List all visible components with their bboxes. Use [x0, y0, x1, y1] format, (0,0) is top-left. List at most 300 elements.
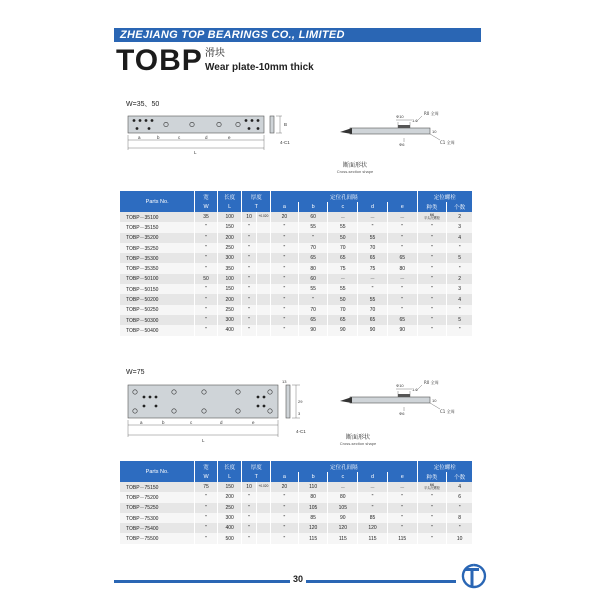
table-cell: －	[328, 482, 358, 492]
table-cell: 3	[447, 284, 473, 294]
table-cell: 65	[328, 315, 358, 325]
table-cell: "	[271, 284, 299, 294]
table-cell: +0.020	[256, 482, 270, 492]
cs2-depth: 1.6	[412, 387, 418, 392]
table-cell: －	[387, 274, 417, 284]
table-cell	[256, 513, 270, 523]
dim-chamfer: 4-C1	[280, 140, 290, 145]
header2-L: L	[217, 472, 242, 482]
dim2-c: c	[190, 420, 193, 425]
table-cell: 350	[217, 263, 242, 273]
table-cell: "	[271, 253, 299, 263]
table-1-body	[120, 212, 473, 336]
table-cell: 80	[298, 263, 328, 273]
header2-W: W	[195, 472, 218, 482]
table-cell: 85	[358, 513, 388, 523]
table-cell: 115	[358, 533, 388, 543]
table-cell: 110	[298, 482, 328, 492]
table-cell: 150	[217, 482, 242, 492]
table-cell: "	[195, 325, 218, 335]
dim-d: d	[205, 135, 208, 140]
table-cell: 65	[358, 253, 388, 263]
header2-T: T	[242, 472, 271, 482]
table-cell: 60	[298, 274, 328, 284]
table-cell	[256, 222, 270, 232]
table-cell: +0.020	[256, 212, 270, 222]
header2-parts-no: Parts No.	[120, 461, 195, 482]
table-cell: "	[417, 233, 447, 243]
table-cell: "	[387, 233, 417, 243]
table-cell: 65	[328, 253, 358, 263]
part-number-cell: TOBP－50400	[120, 325, 195, 335]
table-cell: 3	[447, 222, 473, 232]
table-cell: "	[195, 294, 218, 304]
part-number-cell: TOBP－50300	[120, 315, 195, 325]
header2-c: c	[328, 472, 358, 482]
header-e: e	[387, 202, 417, 212]
section1-cross-section	[340, 108, 470, 158]
dim2-a: a	[140, 420, 143, 425]
table-cell: 55	[298, 284, 328, 294]
section1-cross-caption	[330, 160, 380, 174]
table-cell: "	[271, 294, 299, 304]
table-cell: "	[387, 503, 417, 513]
table-row	[120, 315, 473, 325]
part-number-cell: TOBP－50200	[120, 294, 195, 304]
table-cell: 4	[447, 482, 473, 492]
table-cell: 35	[195, 212, 218, 222]
table-cell: 10	[242, 482, 256, 492]
table-cell	[256, 253, 270, 263]
table-cell: 105	[328, 503, 358, 513]
table-cell: 250	[217, 305, 242, 315]
table-row	[120, 233, 473, 243]
table-cell: "	[242, 253, 256, 263]
section1-plate-drawing	[120, 108, 300, 163]
table-cell: －	[358, 482, 388, 492]
table-cell: "	[387, 284, 417, 294]
table-cell: 80	[387, 263, 417, 273]
header-a: a	[271, 202, 299, 212]
table-cell: "	[195, 305, 218, 315]
table-cell: 55	[358, 294, 388, 304]
table-cell: M6 平头沉螺栓	[417, 482, 447, 492]
table-cell: 500	[217, 533, 242, 543]
page-number: 30	[290, 574, 306, 585]
table-cell: 105	[298, 503, 328, 513]
table-cell: 120	[328, 523, 358, 533]
table-cell: 300	[217, 253, 242, 263]
part-number-cell: TOBP－35100	[120, 212, 195, 222]
table-cell: "	[242, 294, 256, 304]
table-cell: "	[195, 492, 218, 502]
table-cell: 55	[298, 222, 328, 232]
section1-width-label: W=35、50	[126, 101, 160, 108]
series-title: TOBP	[116, 44, 203, 77]
table-cell: "	[447, 325, 473, 335]
header2-bolt-group: 定位螺栓	[417, 461, 472, 472]
table-cell: "	[242, 243, 256, 253]
table-cell: 90	[328, 513, 358, 523]
section2-width-label: W=75	[126, 369, 145, 376]
part-number-cell: TOBP－35150	[120, 222, 195, 232]
table-cell: 50	[195, 274, 218, 284]
part-number-cell: TOBP－35350	[120, 263, 195, 273]
table-cell	[256, 233, 270, 243]
company-name: ZHEJIANG TOP BEARINGS CO., LIMITED	[120, 29, 345, 41]
table-cell: 75	[195, 482, 218, 492]
table-cell: 250	[217, 243, 242, 253]
table-cell: "	[242, 492, 256, 502]
table-cell	[256, 294, 270, 304]
table-cell: 65	[387, 253, 417, 263]
table-cell: "	[387, 222, 417, 232]
table-cell	[256, 492, 270, 502]
dim2-e: e	[252, 420, 255, 425]
table-cell: 90	[387, 325, 417, 335]
header2-hole-group: 定位孔间隔	[271, 461, 417, 472]
table-cell: "	[271, 492, 299, 502]
dim2-chamfer: 4-C1	[296, 429, 306, 434]
table-cell: "	[242, 523, 256, 533]
header2-a: a	[271, 472, 299, 482]
table-cell: 60	[298, 212, 328, 222]
part-number-cell: TOBP－75150	[120, 482, 195, 492]
dim-B: B	[284, 122, 288, 127]
table-cell: 400	[217, 523, 242, 533]
cs2-d6: Φ6	[399, 411, 405, 416]
table-cell: 115	[298, 533, 328, 543]
table-cell: "	[242, 533, 256, 543]
table-cell: 55	[328, 222, 358, 232]
table-cell: 5	[447, 315, 473, 325]
table-cell: "	[298, 294, 328, 304]
table-cell: 6	[447, 492, 473, 502]
table-row	[120, 212, 473, 222]
table-cell: 4	[447, 233, 473, 243]
header-W: W	[195, 202, 218, 212]
table-cell: "	[417, 305, 447, 315]
table-cell: "	[417, 492, 447, 502]
part-number-cell: TOBP－75400	[120, 523, 195, 533]
table-cell	[256, 243, 270, 253]
table-cell: 65	[298, 315, 328, 325]
header-d: d	[358, 202, 388, 212]
table-cell: "	[195, 222, 218, 232]
table-cell: "	[242, 503, 256, 513]
table-cell	[256, 305, 270, 315]
table-cell: "	[271, 533, 299, 543]
table-cell: "	[387, 513, 417, 523]
dim-c: c	[178, 135, 181, 140]
table-cell: "	[447, 523, 473, 533]
cross-caption-cn: 断面形状	[342, 162, 367, 169]
cs2-r0: R0 全周	[424, 380, 439, 385]
table-cell	[256, 284, 270, 294]
table-cell: 8	[447, 513, 473, 523]
header-qty: 个数	[447, 202, 473, 212]
spec-table-1	[120, 191, 473, 336]
table-cell: 55	[358, 233, 388, 243]
cs-num: 10	[432, 129, 437, 134]
header2-d: d	[358, 472, 388, 482]
cs-r0: R0 全周	[424, 111, 439, 116]
table-cell: "	[242, 222, 256, 232]
footer-bar	[114, 580, 456, 583]
table-cell: 200	[217, 294, 242, 304]
cross2-caption-en: Cross-section shape	[339, 441, 377, 446]
dim2-3: 3	[298, 411, 301, 416]
table-cell: "	[417, 222, 447, 232]
table-cell: 50	[328, 233, 358, 243]
table-cell: "	[417, 243, 447, 253]
table-cell: 55	[328, 284, 358, 294]
cs2-num: 10	[432, 398, 437, 403]
part-number-cell: TOBP－75200	[120, 492, 195, 502]
table-cell: "	[447, 503, 473, 513]
table-cell: 300	[217, 513, 242, 523]
table-cell: 50	[328, 294, 358, 304]
header-hole-group: 定位孔间隔	[271, 191, 417, 202]
table-cell: "	[417, 523, 447, 533]
table-row	[120, 222, 473, 232]
table-cell: "	[195, 503, 218, 513]
header-L: L	[217, 202, 242, 212]
table-cell: 10	[242, 212, 256, 222]
cs2-d10: Φ10	[396, 383, 404, 388]
table-cell: 115	[387, 533, 417, 543]
header-b: b	[298, 202, 328, 212]
dim2-b: b	[162, 420, 165, 425]
table-cell: "	[195, 233, 218, 243]
table-cell: "	[271, 263, 299, 273]
section2-plate-drawing	[120, 375, 310, 445]
table-cell: 250	[217, 503, 242, 513]
table-cell: "	[271, 523, 299, 533]
table-cell: "	[417, 294, 447, 304]
table-cell: "	[271, 243, 299, 253]
table-cell: 150	[217, 284, 242, 294]
table-cell	[256, 315, 270, 325]
table-cell: 20	[271, 482, 299, 492]
header2-width-cn: 宽	[195, 461, 218, 472]
table-cell: 75	[358, 263, 388, 273]
dim-b: b	[157, 135, 160, 140]
header-parts-no: Parts No.	[120, 191, 195, 212]
table-cell: －	[328, 274, 358, 284]
part-number-cell: TOBP－75250	[120, 503, 195, 513]
table-cell: 150	[217, 222, 242, 232]
table-cell: 70	[328, 305, 358, 315]
part-number-cell: TOBP－35250	[120, 243, 195, 253]
table-cell: "	[242, 274, 256, 284]
title-chinese: 滑块	[205, 48, 225, 59]
table-cell: "	[358, 492, 388, 502]
table-cell: "	[195, 243, 218, 253]
cs-depth: 1.6	[412, 118, 418, 123]
section2-cross-caption	[333, 432, 383, 446]
table-row	[120, 533, 473, 543]
header-bolt-group: 定位螺栓	[417, 191, 472, 202]
table-cell	[256, 263, 270, 273]
table-cell: "	[417, 325, 447, 335]
table-cell: 120	[358, 523, 388, 533]
part-number-cell: TOBP－35300	[120, 253, 195, 263]
table-cell: －	[387, 482, 417, 492]
header2-b: b	[298, 472, 328, 482]
header-c: c	[328, 202, 358, 212]
part-number-cell: TOBP－75300	[120, 513, 195, 523]
table-cell: "	[387, 523, 417, 533]
table-row	[120, 253, 473, 263]
dim-e: e	[228, 135, 231, 140]
dim2-d: d	[220, 420, 223, 425]
dim2-13: 13	[282, 379, 287, 384]
table-cell: "	[195, 513, 218, 523]
table-cell: －	[358, 212, 388, 222]
dim-a: a	[138, 135, 141, 140]
table-row	[120, 492, 473, 502]
table-cell: 90	[358, 325, 388, 335]
table-cell: 100	[217, 212, 242, 222]
table-cell: "	[298, 233, 328, 243]
table-cell: 20	[271, 212, 299, 222]
table-cell: 115	[328, 533, 358, 543]
table-cell: "	[271, 315, 299, 325]
table-cell: "	[271, 222, 299, 232]
table-row	[120, 503, 473, 513]
table-cell: "	[195, 284, 218, 294]
table-cell: "	[447, 263, 473, 273]
table-cell: 85	[298, 513, 328, 523]
table-cell: 70	[358, 305, 388, 315]
header2-e: e	[387, 472, 417, 482]
part-number-cell: TOBP－75500	[120, 533, 195, 543]
table-cell: "	[417, 263, 447, 273]
table-row	[120, 263, 473, 273]
table-cell: "	[271, 305, 299, 315]
part-number-cell: TOBP－50250	[120, 305, 195, 315]
header2-length-cn: 长度	[217, 461, 242, 472]
dim2-29: 29	[298, 399, 303, 404]
table-cell: "	[387, 243, 417, 253]
table-cell: "	[242, 305, 256, 315]
cross-caption-en: Cross-section shape	[336, 169, 374, 174]
table-cell: "	[358, 284, 388, 294]
header-type: 种类	[417, 202, 447, 212]
cross2-caption-cn: 断面形状	[345, 434, 370, 441]
table-cell: "	[271, 233, 299, 243]
section2-cross-section	[340, 377, 470, 427]
table-cell: －	[387, 212, 417, 222]
table-cell: "	[358, 503, 388, 513]
table-cell: 2	[447, 274, 473, 284]
table-cell: 4	[447, 294, 473, 304]
table-cell: 90	[328, 325, 358, 335]
table-row	[120, 274, 473, 284]
header-T: T	[242, 202, 271, 212]
table-cell: 65	[358, 315, 388, 325]
table-cell: 70	[298, 305, 328, 315]
table-row	[120, 294, 473, 304]
table-cell: "	[387, 305, 417, 315]
table-cell: －	[358, 274, 388, 284]
brand-logo-icon	[462, 562, 488, 590]
table-cell: M6 平头沉螺栓	[417, 212, 447, 222]
table-cell: 10	[447, 533, 473, 543]
table-cell: "	[271, 503, 299, 513]
table-cell: 70	[358, 243, 388, 253]
table-cell: 120	[298, 523, 328, 533]
table-cell: "	[242, 263, 256, 273]
table-cell: 2	[447, 212, 473, 222]
table-cell: 300	[217, 315, 242, 325]
table-row	[120, 325, 473, 335]
table-cell: 90	[298, 325, 328, 335]
header-length-cn: 长度	[217, 191, 242, 202]
table-cell: "	[242, 325, 256, 335]
part-number-cell: TOBP－50100	[120, 274, 195, 284]
table-cell: －	[328, 212, 358, 222]
table-row	[120, 482, 473, 492]
table-cell	[256, 325, 270, 335]
table-cell	[256, 274, 270, 284]
table-cell: 200	[217, 492, 242, 502]
table-cell: "	[417, 253, 447, 263]
header2-qty: 个数	[447, 472, 473, 482]
table-cell: 80	[328, 492, 358, 502]
table-cell: "	[271, 274, 299, 284]
dim-L: L	[194, 150, 197, 155]
table-cell: "	[417, 284, 447, 294]
title-english: Wear plate-10mm thick	[205, 62, 314, 73]
table-cell: 100	[217, 274, 242, 284]
table-row	[120, 243, 473, 253]
table-cell: "	[271, 325, 299, 335]
table-cell: "	[387, 294, 417, 304]
table-cell: 400	[217, 325, 242, 335]
table-cell	[256, 533, 270, 543]
table-cell: 80	[298, 492, 328, 502]
table-cell: "	[242, 284, 256, 294]
table-cell: "	[417, 513, 447, 523]
table-row	[120, 284, 473, 294]
cs-c1: C1 全周	[440, 140, 455, 145]
table-cell: 200	[217, 233, 242, 243]
dim2-L: L	[202, 438, 205, 443]
cs-d10: Φ10	[396, 114, 404, 119]
table-cell: "	[417, 315, 447, 325]
table-cell: "	[387, 492, 417, 502]
header-width-cn: 宽	[195, 191, 218, 202]
table-cell	[256, 503, 270, 513]
table-cell: 65	[298, 253, 328, 263]
header-thick-cn: 厚度	[242, 191, 271, 202]
table-cell: "	[195, 523, 218, 533]
part-number-cell: TOBP－50150	[120, 284, 195, 294]
table-cell: 5	[447, 253, 473, 263]
table-cell: "	[242, 233, 256, 243]
table-row	[120, 513, 473, 523]
table-cell: "	[242, 315, 256, 325]
table-cell: "	[358, 222, 388, 232]
part-number-cell: TOBP－35200	[120, 233, 195, 243]
table-cell: "	[447, 305, 473, 315]
spec-table-2	[120, 461, 473, 544]
table-2-body	[120, 482, 473, 544]
table-cell: "	[417, 533, 447, 543]
header2-type: 种类	[417, 472, 447, 482]
